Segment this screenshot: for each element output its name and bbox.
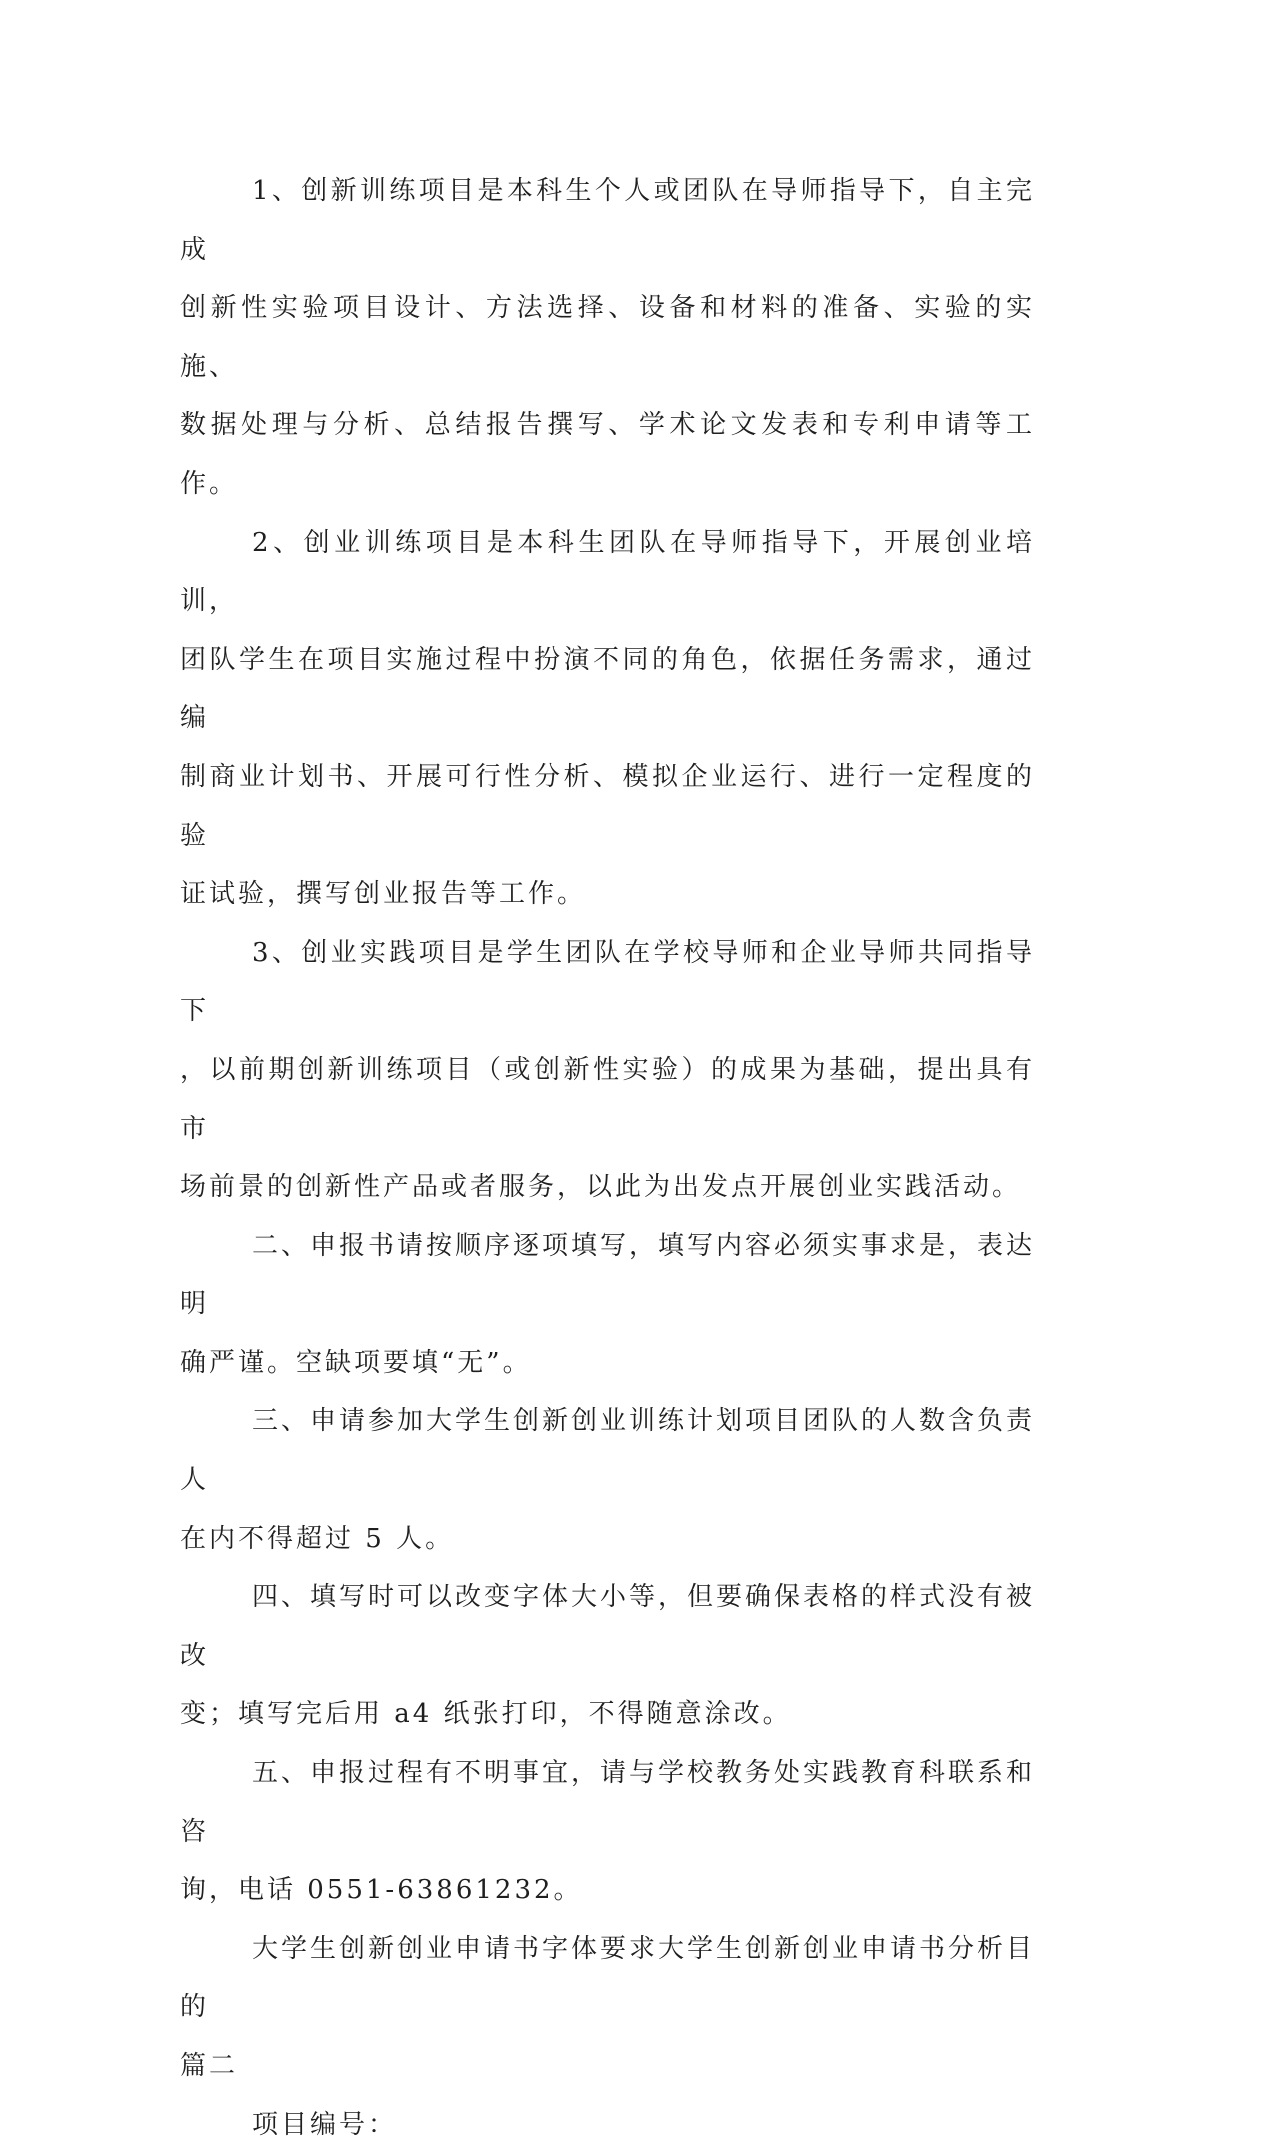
paragraph-section-two: 二、申报书请按顺序逐项填写，填写内容必须实事求是，表达明 确严谨。空缺项要填“无”。 [180, 1230, 1036, 1378]
paragraph-innovation-training: 1、创新训练项目是本科生个人或团队在导师指导下，自主完成 创新性实验项目设计、方法选择、设备和材料的准备、实验的实施、 数据处理与分析、总结报告撰写、学术论文发表和专利申请等工作。 [180, 176, 1035, 499]
paragraph-heading-part-two: 大学生创新创业申请书字体要求大学生创新创业申请书分析目的 篇二 [180, 1933, 1036, 2081]
paragraph-section-five: 五、申报过程有不明事宜，请与学校教务处实践教育科联系和咨 询，电话 0551-63861232。 [180, 1758, 1036, 1906]
paragraph-section-four: 四、填写时可以改变字体大小等，但要确保表格的样式没有被改 变；填写完后用 a4 纸张打印，不得随意涂改。 [180, 1582, 1036, 1730]
paragraph-entrepreneurship-practice: 3、创业实践项目是学生团队在学校导师和企业导师共同指导下 ，以前期创新训练项目（或创新性实验）的成果为基础，提出具有市 场前景的创新性产品或者服务，以此为出发点开展创业实践活动。 [180, 937, 1035, 1203]
document-body [180, 162, 1035, 2154]
paragraph-section-three: 三、申请参加大学生创新创业训练计划项目团队的人数含负责人 在内不得超过 5 人。 [180, 1406, 1036, 1554]
paragraph-entrepreneurship-training: 2、创业训练项目是本科生团队在导师指导下，开展创业培训， 团队学生在项目实施过程中扮演不同的角色，依据任务需求，通过编 制商业计划书、开展可行性分析、模拟企业运行、进行一定程度的验 证试验，撰写创业报告等工作。 [180, 527, 1035, 910]
paragraph-project-number: 项目编号： [252, 2109, 398, 2140]
